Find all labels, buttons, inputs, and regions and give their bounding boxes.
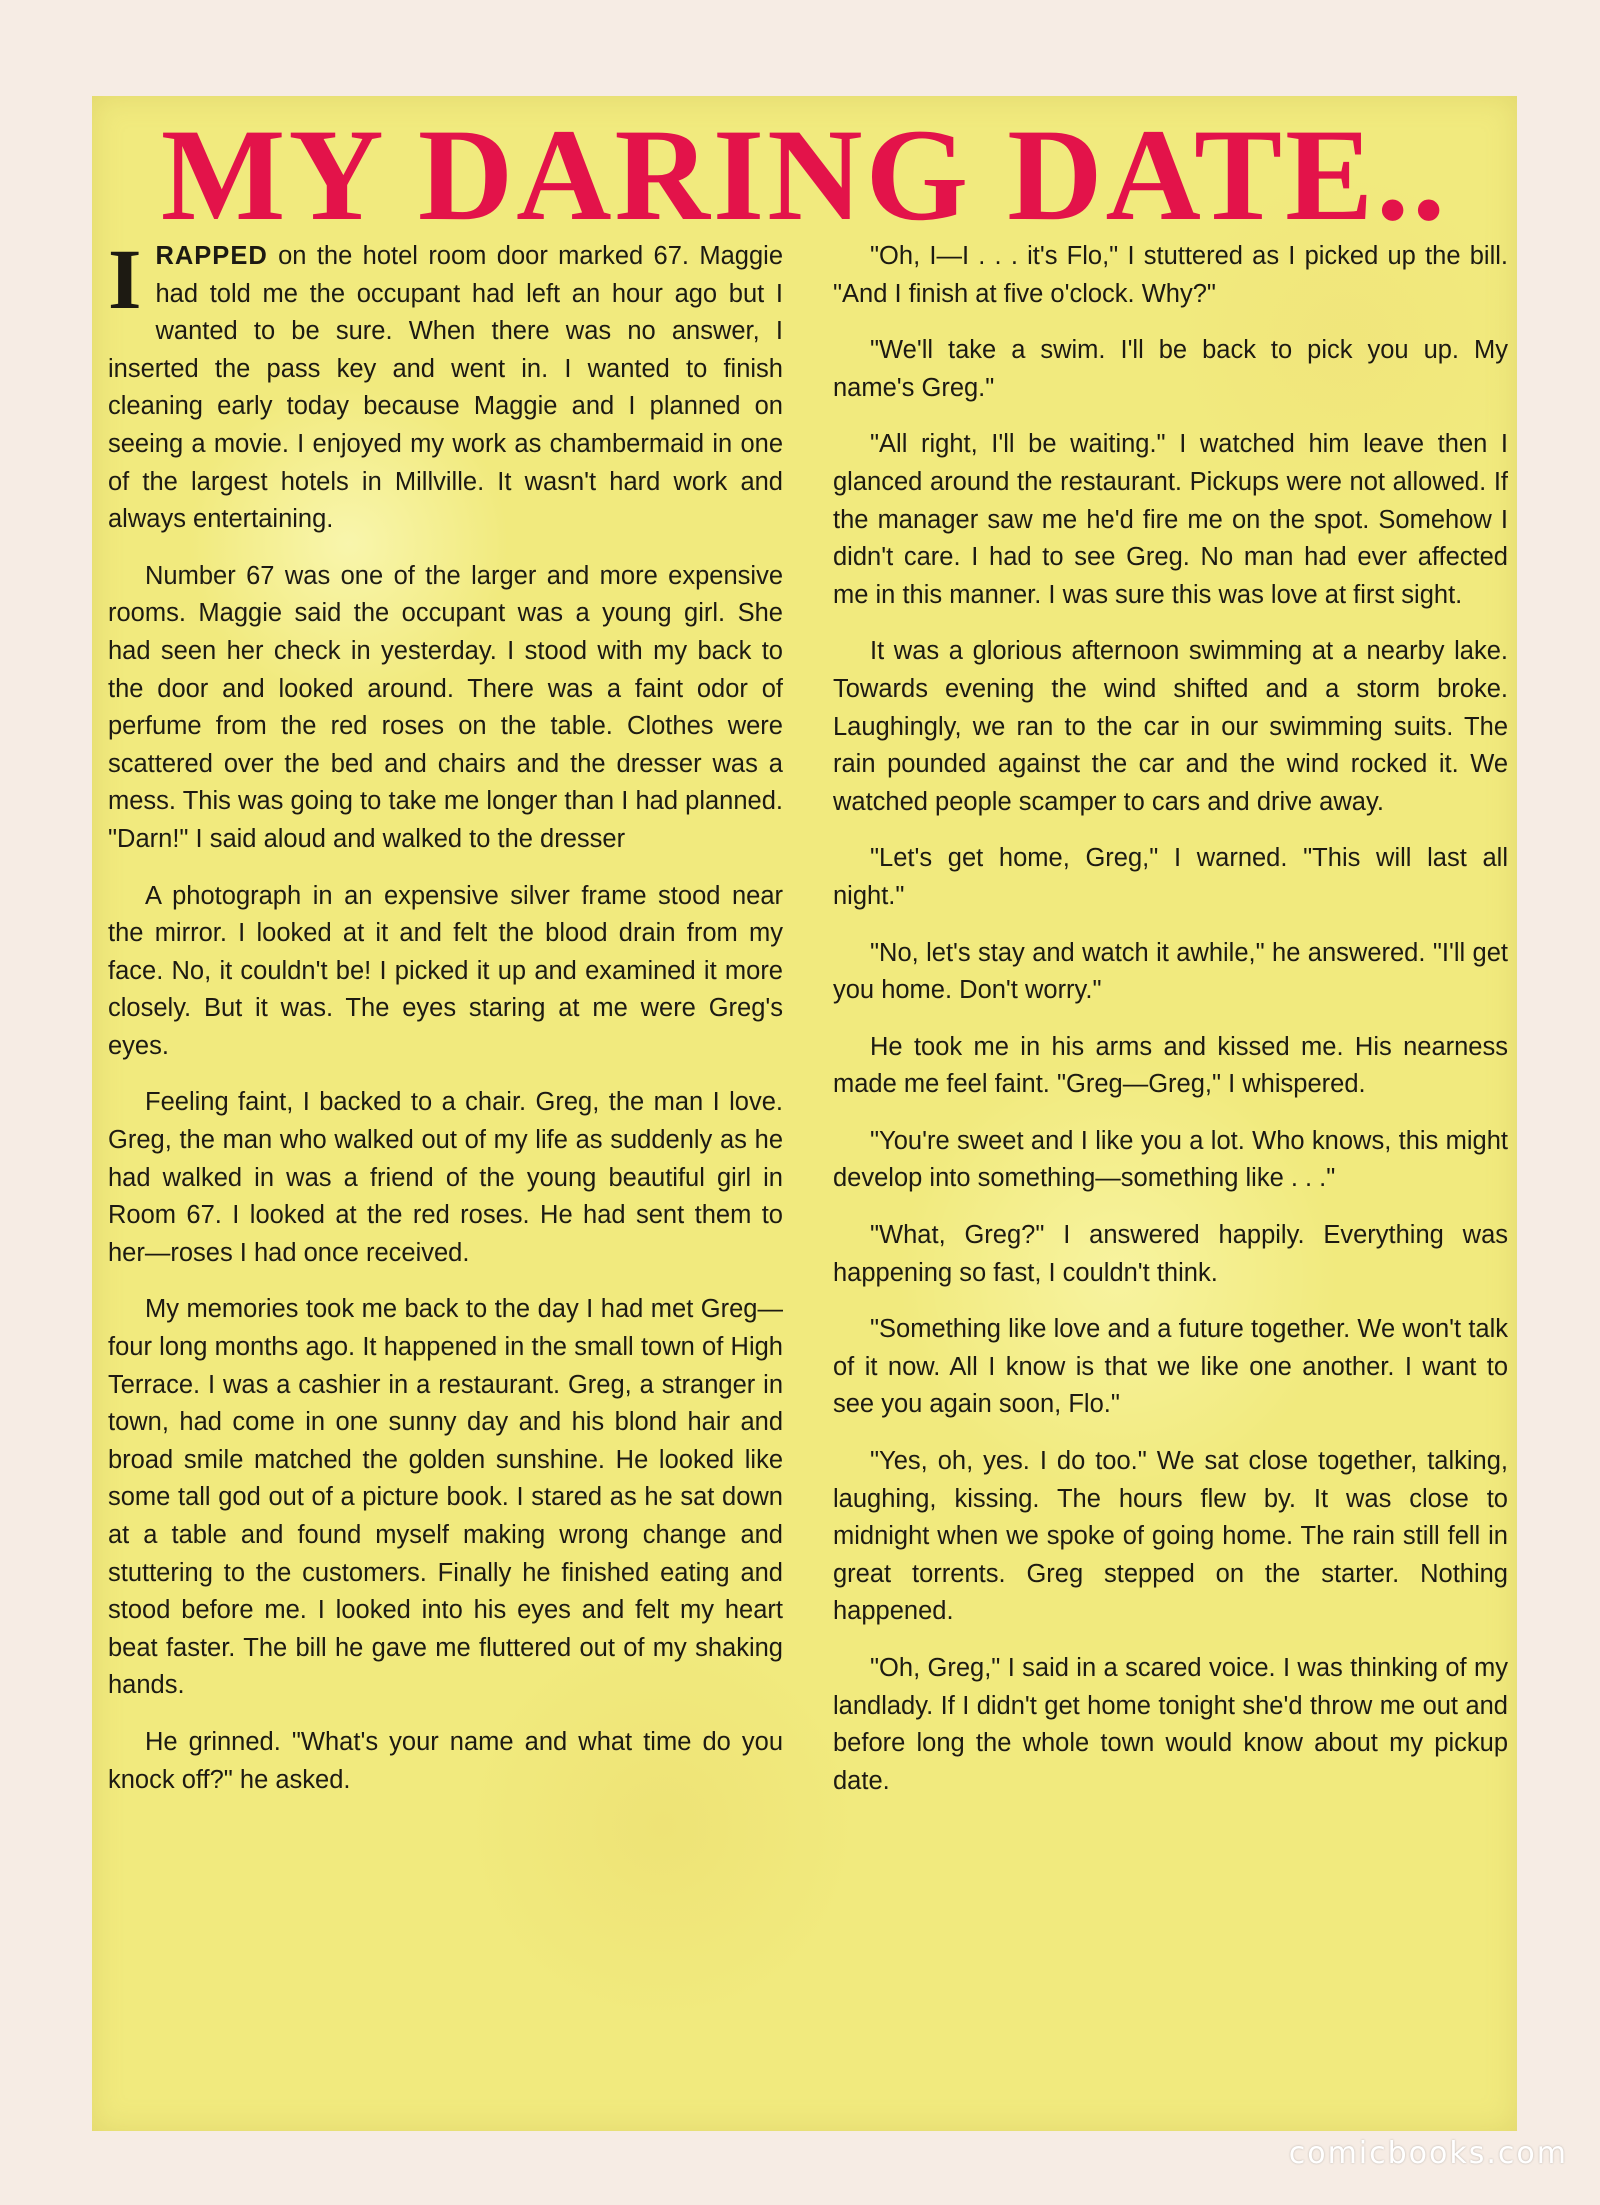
paragraph: He took me in his arms and kissed me. His nearness made me feel faint. "Greg—Greg," I whispered. — [833, 1032, 1508, 1099]
paragraph: "You're sweet and I like you a lot. Who knows, this might develop into something—something like . . ." — [833, 1126, 1508, 1193]
lead-word: RAPPED — [155, 242, 268, 270]
site-watermark: comicbooks.com — [1288, 2136, 1568, 2171]
paragraph: "Let's get home, Greg," I warned. "This will last all night." — [833, 844, 1508, 910]
paragraph: Number 67 was one of the larger and more expensive rooms. Maggie said the occupant was a young girl. She had seen her check in yesterday. I stood with my back to the door and looked around. There was a faint odor of perfume from the red roses on the table. Clothes were scattered over the bed and chairs and the dresser was a mess. This was going to take me longer than I had planned. "Darn!" I said aloud and walked to the dresser — [108, 561, 783, 853]
paragraph: "Something like love and a future together. We won't talk of it now. All I know is that we like one another. I want to see you again soon, Flo." — [833, 1315, 1508, 1419]
paragraph: "We'll take a swim. I'll be back to pick you up. My name's Greg." — [833, 336, 1508, 402]
story-title: MY DARING DATE.. — [160, 101, 1449, 248]
right-column — [833, 238, 1508, 1819]
paragraph: "Yes, oh, yes. I do too." We sat close together, talking, laughing, kissing. The hours flew by. It was close to midnight when we spoke of going home. The rain still fell in great torrents. Greg stepped on the starter. Nothing happened. — [833, 1447, 1508, 1626]
opening-paragraph — [108, 231, 784, 539]
paragraph: "Oh, I—I . . . it's Flo," I stuttered as I picked up the bill. "And I finish at five o'clock. Why?" — [833, 242, 1508, 308]
story-panel — [92, 96, 1517, 2131]
paragraph: "Oh, Greg," I said in a scared voice. I was thinking of my landlady. If I didn't get home tonight she'd throw me out and before long the whole town would know about my pickup date. — [833, 1654, 1508, 1795]
paragraph: "No, let's stay and watch it awhile," he answered. "I'll get you home. Don't worry." — [833, 938, 1508, 1005]
paragraph: "All right, I'll be waiting." I watched him leave then I glanced around the restaurant. Pickups were not allowed. If the manager saw me he'd fire me on the spot. Somehow I didn't care. I had to see Greg. No man had ever affected me in this manner. I was sure this was love at first sight. — [833, 430, 1508, 609]
drop-cap: I — [108, 231, 142, 327]
left-column — [108, 231, 784, 1818]
paragraph: He grinned. "What's your name and what time do you knock off?" he asked. — [108, 1727, 783, 1794]
paragraph: A photograph in an expensive silver frame stood near the mirror. I looked at it and felt the blood drain from my face. No, it couldn't be! I picked it up and examined it more closely. But it was. The eyes staring at me were Greg's eyes. — [108, 881, 783, 1060]
opening-text: on the hotel room door marked 67. Maggie had told me the occupant had left an hour ago but I wanted to be sure. When there was no answer, I inserted the pass key and went in. I wanted to finish cleaning early today because Maggie and I planned on seeing a movie. I enjoyed my work as chambermaid in one of the largest hotels in Millville. It wasn't hard work and always entertaining. — [108, 242, 784, 534]
paragraph: It was a glorious afternoon swimming at a nearby lake. Towards evening the wind shifted and a storm broke. Laughingly, we ran to the car in our swimming suits. The rain pounded against the car and the wind rocked it. We watched people scamper to cars and drive away. — [833, 637, 1508, 816]
paragraph: "What, Greg?" I answered happily. Everything was happening so fast, I couldn't think. — [833, 1221, 1508, 1287]
paragraph: My memories took me back to the day I had met Greg—four long months ago. It happened in the small town of High Terrace. I was a cashier in a restaurant. Greg, a stranger in town, had come in one sunny day and his blond hair and broad smile matched the golden sunshine. He looked like some tall god out of a picture book. I stared as he sat down at a table and found myself making wrong change and stuttering to the customers. Finally he finished eating and stood before me. I looked into his eyes and felt my heart beat faster. The bill he gave me fluttered out of my shaking hands. — [108, 1295, 783, 1700]
paragraph: Feeling faint, I backed to a chair. Greg, the man I love. Greg, the man who walked out of my life as suddenly as he had walked in was a friend of the young beautiful girl in Room 67. I looked at the red roses. He had sent them to her—roses I had once received. — [108, 1088, 783, 1267]
